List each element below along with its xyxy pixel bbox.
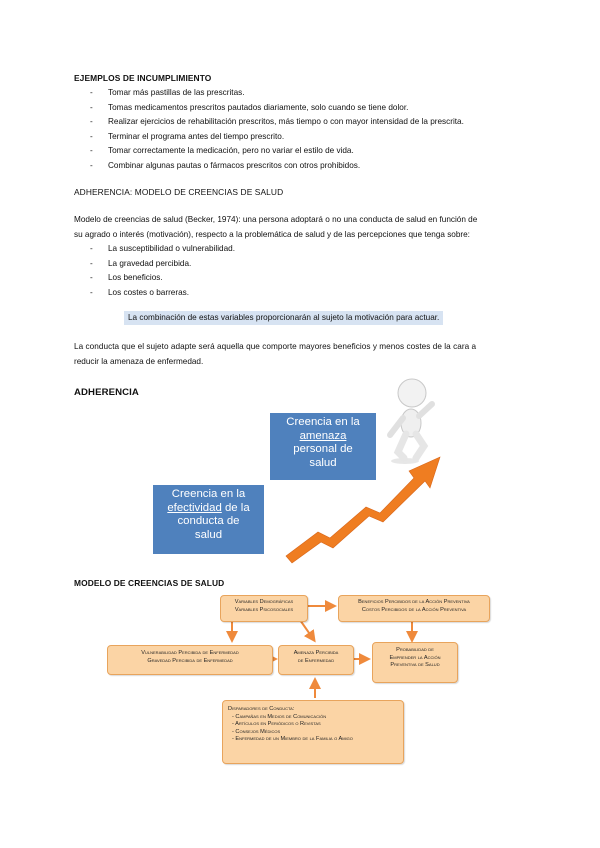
threat-belief-box: Creencia en la amenaza personal de salud (270, 413, 376, 480)
section-title-modelo: ADHERENCIA: MODELO DE CREENCIAS DE SALUD (74, 187, 284, 197)
list-item: - Tomar más pastillas de las prescritas. (90, 88, 245, 97)
highlighted-sentence: La combinación de estas variables proporcionarán al sujeto la motivación para actuar. (124, 311, 443, 325)
list-item: - Tomar correctamente la medicación, pero no variar el estilo de vida. (90, 146, 354, 156)
list-item: - Los beneficios. (90, 273, 163, 283)
list-item: - Realizar ejercicios de rehabilitación prescritos, más tiempo o con mayor intensidad de la prescrita. (90, 117, 464, 127)
section-title-incumplimiento: EJEMPLOS DE INCUMPLIMIENTO (74, 73, 212, 83)
action-probability-box: Probabilidad de Emprender la Acción Preventiva de Salud (372, 642, 458, 683)
perceived-vulnerability-box: Vulnerabilidad Percibida de Enfermedad Gravedad Percibida de Enfermedad (107, 645, 273, 675)
effectiveness-belief-box: Creencia en la efectividad de la conducta de salud (153, 485, 264, 554)
list-item: - Los costes o barreras. (90, 287, 190, 297)
perceived-threat-box: Amenaza Percibida de Enfermedad (278, 645, 354, 675)
demographic-variables-box: Variables Demográficas Variables Psicosociales (220, 595, 308, 622)
list-item: - La gravedad percibida. (90, 258, 192, 268)
list-item: - La susceptibilidad o vulnerabilidad. (90, 244, 235, 253)
perceived-benefits-box: Beneficios Percibidos de la Acción Preventiva Costos Percibidos de la Acción Preventiva (338, 595, 490, 622)
list-item: - Terminar el programa antes del tiempo prescrito. (90, 131, 285, 141)
section-title-diagram: MODELO DE CREENCIAS DE SALUD (74, 578, 225, 588)
behavior-triggers-box: Disparadores de Conducta: - Campañas en Medios de Comunicación - Artículos en Periódicos o Revistas - Consejos Médicos - Enfermedad de un Miembro de la Familia o Amigo (222, 700, 404, 764)
list-item: - Combinar algunas pautas o fármacos prescritos con otros prohibidos. (90, 160, 361, 170)
list-item: - Tomas medicamentos prescritos pautados diariamente, solo cuando se tiene dolor. (90, 102, 409, 112)
arrow-demographic-to-threat (300, 620, 314, 640)
intro-paragraph: Modelo de creencias de salud (Becker, 1974): una persona adoptará o no una conducta de salud en función de su agrado o interés (motivación), respecto a la problemática de salud y de las percepciones que tenga sobre: (74, 215, 478, 239)
conclusion-paragraph: La conducta que el sujeto adapte será aquella que comporte mayores beneficios y menos costes de la cara a reducir la amenaza de enfermedad. (74, 342, 477, 366)
section-title-adherencia: ADHERENCIA (74, 387, 139, 398)
